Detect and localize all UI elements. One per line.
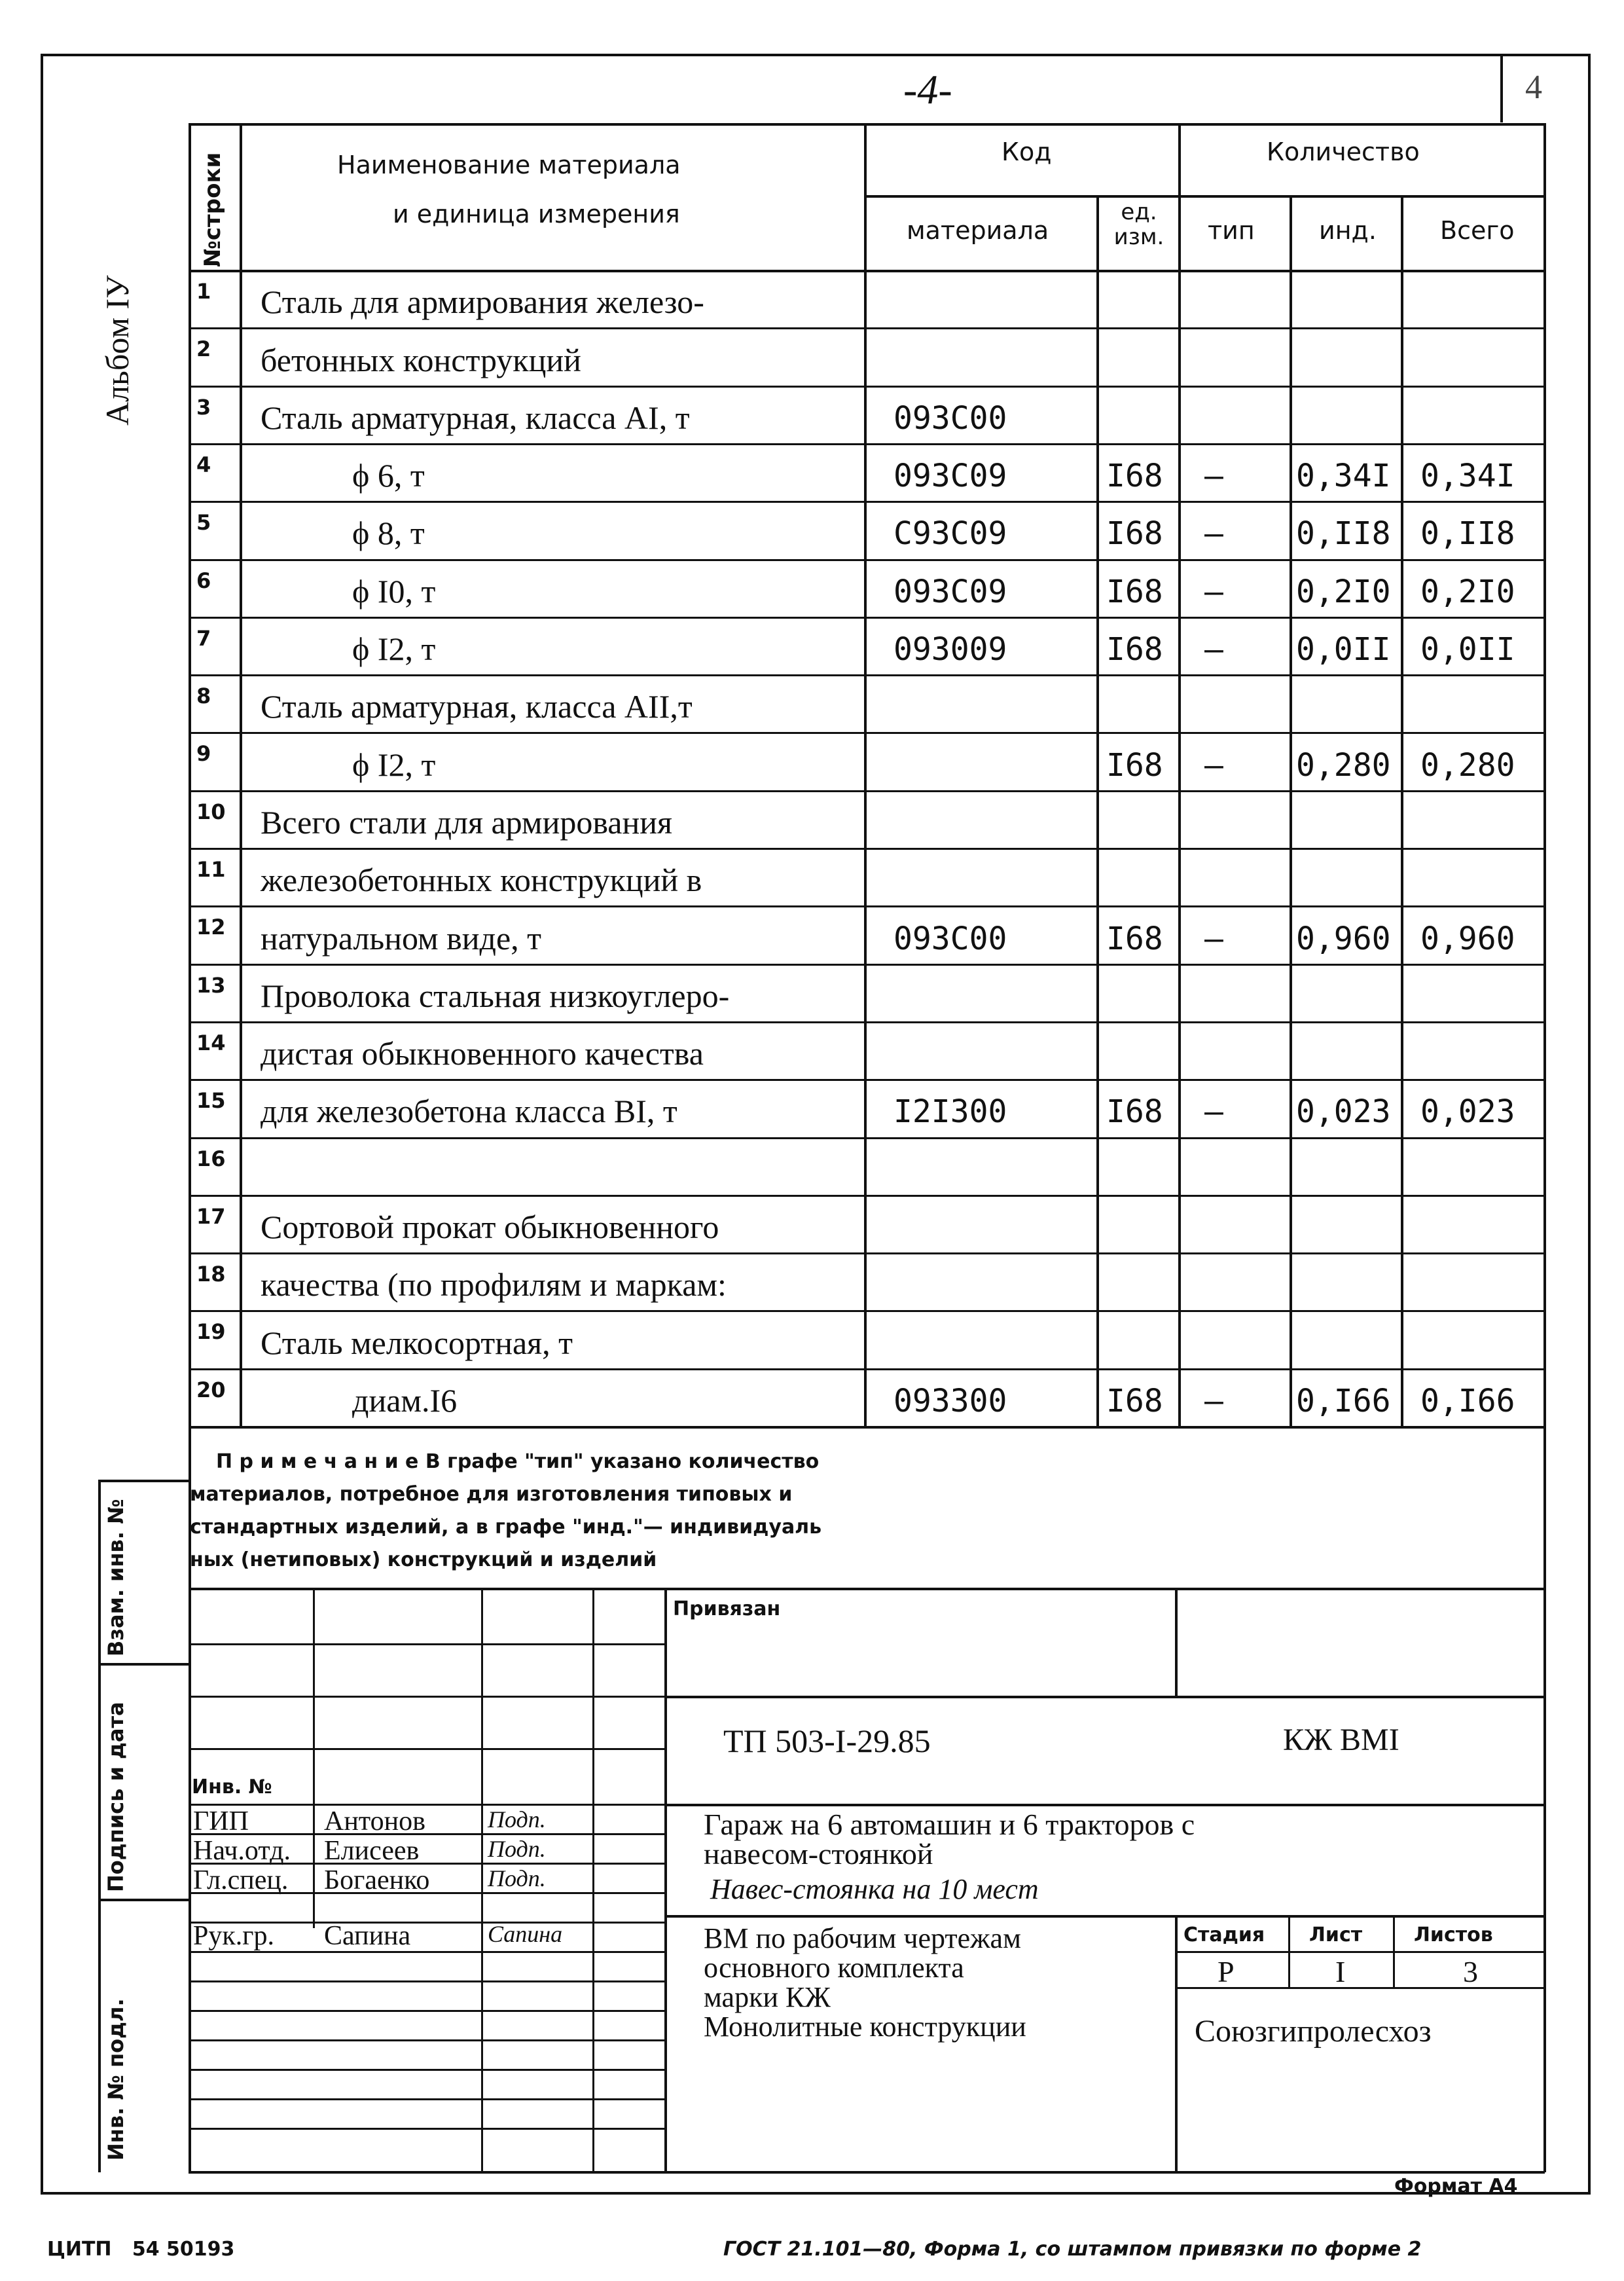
row-5-total: 0,II8 — [1420, 515, 1515, 553]
sheet-title-3: марки КЖ — [704, 1981, 831, 2013]
row-18-name: качества (по профилям и маркам: — [261, 1266, 727, 1304]
sheets-label: Листов — [1414, 1924, 1493, 1946]
format-label: Формат А4 — [1394, 2175, 1518, 2198]
row-20-type: – — [1204, 1382, 1223, 1419]
person-2-role: Нач.отд. — [193, 1836, 291, 1866]
row-2-n: 2 — [196, 337, 211, 362]
row-1-n: 1 — [196, 279, 211, 304]
row-20-unit: I68 — [1106, 1382, 1163, 1419]
sheet-value: I — [1335, 1955, 1346, 1988]
row-8-name: Сталь арматурная, класса AII,т — [261, 688, 693, 725]
sheet-title-2: основного комплекта — [704, 1952, 964, 1984]
doc-code: ТП 503-I-29.85 — [723, 1723, 931, 1759]
header-type: тип — [1208, 216, 1255, 245]
person-2-sign: Подп. — [488, 1836, 546, 1862]
inv-no-label: Инв. № — [192, 1776, 272, 1798]
page-number: 4 — [1525, 69, 1542, 106]
row-20-total: 0,I66 — [1420, 1382, 1515, 1419]
row-7-n: 7 — [196, 625, 211, 651]
row-7-total: 0,0II — [1420, 631, 1515, 668]
row-10-n: 10 — [196, 799, 226, 824]
row-6-type: – — [1204, 573, 1223, 610]
note-line-2: материалов, потребное для изготовления типовых и — [190, 1483, 793, 1506]
header-material: материала — [907, 216, 1049, 245]
header-name-line2: и единица измерения — [393, 200, 680, 228]
footer-left: ЦИТП 54 50193 — [47, 2238, 235, 2261]
row-20-n: 20 — [196, 1377, 226, 1402]
header-total: Всего — [1440, 216, 1515, 245]
header-name-line1: Наименование материала — [337, 151, 681, 179]
row-5-n: 5 — [196, 510, 211, 536]
person-1-sign: Подп. — [488, 1806, 546, 1833]
note-line-4: ных (нетиповых) конструкций и изделий — [190, 1548, 657, 1571]
row-9-unit: I68 — [1106, 746, 1163, 784]
sheet-label: Лист — [1309, 1924, 1363, 1946]
row-12-name: натуральном виде, т — [261, 919, 542, 957]
row-13-name: Проволока стальная низкоуглеро- — [261, 977, 730, 1014]
object-title-3: Навес-стоянка на 10 мест — [710, 1873, 1039, 1905]
row-15-ind: 0,023 — [1296, 1093, 1391, 1131]
album-label: Альбом IУ — [99, 275, 135, 426]
object-title-1: Гараж на 6 автомашин и 6 тракторов с — [704, 1808, 1195, 1841]
row-4-total: 0,34I — [1420, 458, 1515, 495]
row-4-type: – — [1204, 458, 1223, 495]
row-7-code: 093009 — [893, 631, 1007, 668]
row-14-name: дистая обыкновенного качества — [261, 1035, 704, 1072]
note-line-3: стандартных изделий, а в графе "инд."— индивидуаль — [190, 1516, 822, 1539]
row-7-ind: 0,0II — [1296, 631, 1391, 668]
person-4-sign: Сапина — [488, 1921, 563, 1947]
row-5-ind: 0,II8 — [1296, 515, 1391, 553]
row-18-n: 18 — [196, 1262, 226, 1287]
person-4-role: Рук.гр. — [193, 1921, 274, 1951]
person-3-name: Богаенко — [324, 1865, 430, 1895]
person-4-name: Сапина — [324, 1921, 411, 1951]
row-4-unit: I68 — [1106, 458, 1163, 495]
row-4-name: ϕ 6, т — [352, 457, 425, 494]
stage-label: Стадия — [1183, 1924, 1265, 1946]
row-6-unit: I68 — [1106, 573, 1163, 610]
row-7-unit: I68 — [1106, 631, 1163, 668]
row-15-unit: I68 — [1106, 1093, 1163, 1131]
row-5-type: – — [1204, 515, 1223, 553]
row-15-n: 15 — [196, 1088, 226, 1114]
organization: Союзгипролесхоз — [1195, 2014, 1432, 2049]
row-8-n: 8 — [196, 684, 211, 709]
row-12-type: – — [1204, 920, 1223, 957]
row-2-name: бетонных конструкций — [261, 341, 581, 378]
object-title-2: навесом-стоянкой — [704, 1837, 933, 1870]
row-15-type: – — [1204, 1093, 1223, 1131]
row-6-name: ϕ I0, т — [352, 572, 436, 610]
header-unit: ед. изм. — [1113, 199, 1164, 250]
row-11-n: 11 — [196, 857, 226, 882]
row-7-name: ϕ I2, т — [352, 630, 436, 668]
row-20-name: диам.I6 — [352, 1381, 458, 1419]
row-12-n: 12 — [196, 915, 226, 940]
person-2-name: Елисеев — [324, 1836, 420, 1866]
row-20-ind: 0,I66 — [1296, 1382, 1391, 1419]
row-5-code: C93C09 — [893, 515, 1007, 553]
header-quantity: Количество — [1267, 137, 1420, 166]
person-3-sign: Подп. — [488, 1865, 546, 1891]
row-9-n: 9 — [196, 741, 211, 767]
row-16-n: 16 — [196, 1146, 226, 1171]
row-15-name: для железобетона класса BI, т — [261, 1093, 677, 1130]
row-1-name: Сталь для армирования железо- — [261, 283, 704, 321]
row-11-name: железобетонных конструкций в — [261, 862, 702, 899]
row-9-total: 0,280 — [1420, 746, 1515, 784]
row-3-n: 3 — [196, 394, 211, 420]
row-5-name: ϕ 8, т — [352, 515, 425, 552]
row-7-type: – — [1204, 631, 1223, 668]
row-19-n: 19 — [196, 1319, 226, 1345]
doc-mark: КЖ ВМI — [1283, 1723, 1399, 1757]
row-15-code: I2I300 — [893, 1093, 1007, 1131]
row-12-total: 0,960 — [1420, 920, 1515, 957]
row-17-n: 17 — [196, 1203, 226, 1229]
handwritten-page-number: -4- — [903, 66, 952, 113]
row-9-type: – — [1204, 746, 1223, 784]
sheets-value: 3 — [1463, 1955, 1478, 1988]
row-6-n: 6 — [196, 568, 211, 593]
row-17-name: Сортовой прокат обыкновенного — [261, 1209, 719, 1246]
row-4-code: 093C09 — [893, 458, 1007, 495]
person-3-role: Гл.спец. — [193, 1865, 289, 1895]
row-4-ind: 0,34I — [1296, 458, 1391, 495]
row-6-ind: 0,2I0 — [1296, 573, 1391, 610]
row-3-code: 093C00 — [893, 399, 1007, 437]
side-label-vzam: Взам. инв. № — [103, 1499, 128, 1656]
row-20-code: 093300 — [893, 1382, 1007, 1419]
row-4-n: 4 — [196, 452, 211, 477]
row-12-code: 093C00 — [893, 920, 1007, 957]
row-12-unit: I68 — [1106, 920, 1163, 957]
person-1-name: Антонов — [324, 1806, 425, 1836]
person-1-role: ГИП — [193, 1806, 249, 1836]
row-10-name: Всего стали для армирования — [261, 803, 672, 841]
row-6-total: 0,2I0 — [1420, 573, 1515, 610]
header-ind: инд. — [1319, 216, 1377, 245]
row-15-total: 0,023 — [1420, 1093, 1515, 1131]
row-14-n: 14 — [196, 1030, 226, 1055]
note-line-1: П р и м е ч а н и е В графе "тип" указано количество — [216, 1450, 820, 1473]
row-6-code: 093C09 — [893, 573, 1007, 610]
row-3-name: Сталь арматурная, класса AI, т — [261, 399, 690, 436]
row-9-name: ϕ I2, т — [352, 746, 436, 783]
row-19-name: Сталь мелкосортная, т — [261, 1324, 573, 1361]
side-label-inv-podl: Инв. № подл. — [103, 1998, 128, 2161]
row-12-ind: 0,960 — [1296, 920, 1391, 957]
row-9-ind: 0,280 — [1296, 746, 1391, 784]
stage-value: Р — [1218, 1955, 1235, 1988]
footer-right: ГОСТ 21.101—80, Форма 1, со штампом привязки по форме 2 — [723, 2238, 1422, 2261]
row-13-n: 13 — [196, 972, 226, 998]
sheet-title-1: ВМ по рабочим чертежам — [704, 1922, 1021, 1954]
sheet-title-4: Монолитные конструкции — [704, 2011, 1026, 2043]
header-code: Код — [1001, 137, 1052, 166]
header-row-no: №строки — [200, 152, 226, 267]
privyazan-label: Привязан — [673, 1597, 781, 1620]
row-5-unit: I68 — [1106, 515, 1163, 553]
side-label-podpis: Подпись и дата — [103, 1702, 128, 1892]
